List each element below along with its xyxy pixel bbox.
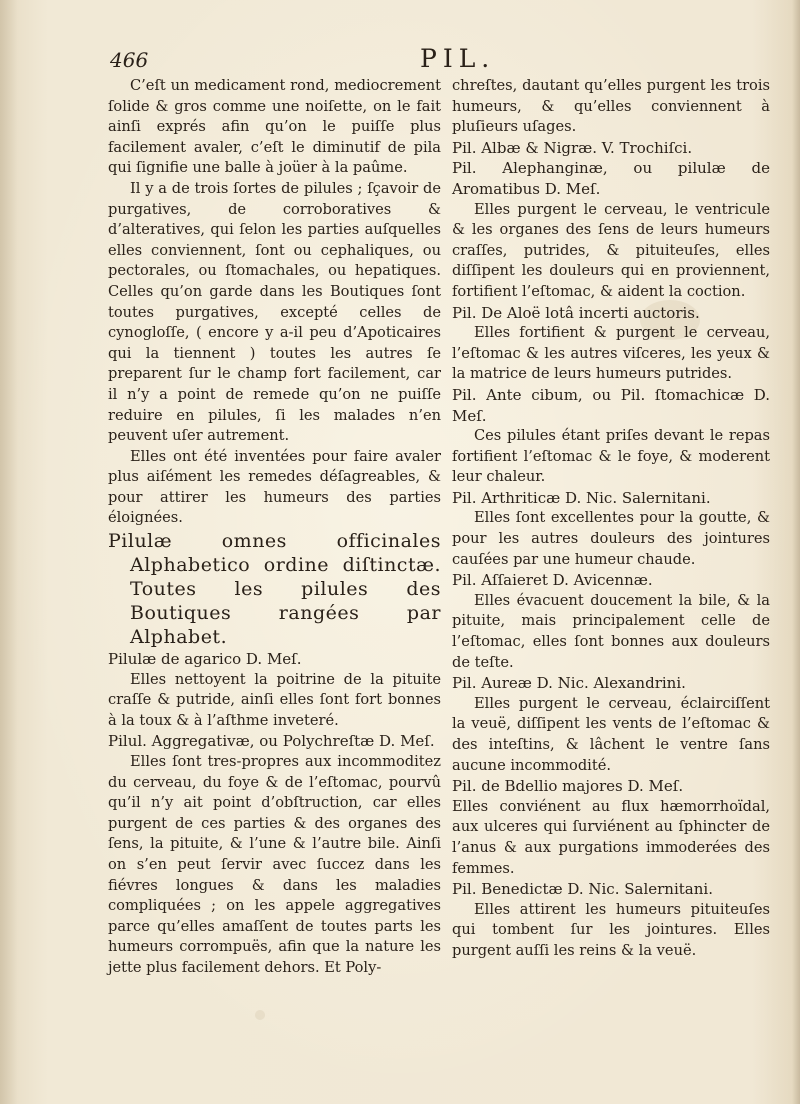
purpose-paragraph: Elles ont été inventées pour faire avaler plus aiſément les remedes déſagreables, & pour attirer les humeurs des parties éloignées. (108, 447, 441, 527)
entry-heading: Pil. Aureæ D. Nic. Alexandrini. (452, 674, 686, 693)
page-shadow-left (0, 0, 18, 1104)
entry-text: Elles attirent les humeurs pituiteuſes qui tombent ſur les jointures. Elles purgent auſſi les reins & la veuë. (452, 900, 770, 959)
intro-paragraph: C’eſt un medicament rond, mediocrement ſolide & gros comme une noiſette, on le fait ainſi exprés afin qu’on le puiſſe plus facilement avaler, c’eſt le diminutif de pila qui ſignifie une balle à joüer à la paûme. (108, 77, 441, 177)
entry-text: Elles évacuent doucement la bile, & la pituite, mais principalement celle de l’eſtomac, elles ſont bonnes aux douleurs de teſte. (452, 591, 770, 671)
entry-heading: Pil. De Aloë lotâ incerti auctoris. (452, 303, 700, 322)
entry-text: Elles ſont excellentes pour la goutte, & pour les autres douleurs des jointures cauſées par une humeur chaude. (452, 509, 770, 568)
entry-text: Elles fortifient & purgent le cerveau, l’eſtomac & les autres viſceres, les yeux & la matrice de leurs humeurs putrides. (452, 324, 770, 383)
entry-heading: Pil. Benedictæ D. Nic. Salernitani. (452, 880, 713, 899)
page-number: 466 (110, 48, 149, 72)
entry-heading: Pilul. Aggregativæ, ou Polychreſtæ D. Meſ. (108, 732, 435, 751)
entry-text: Elles purgent le cerveau, éclairciſſent la veuë, diſſipent les vents de l’eſtomac & des inteſtins, & lâchent le ventre ſans aucune incommodité. (452, 694, 770, 774)
entry-heading: Pil. Ante cibum, ou Pil. ſtomachicæ D. Meſ. (452, 385, 770, 425)
section-heading: Pilulæ omnes officinales Alphabetico ordine diſtinctæ. Toutes les pilules des Boutiques rangées par Alphabet. (108, 530, 441, 649)
entry-heading: Pil. de Bdellio majores D. Meſ. (452, 777, 684, 796)
entry-text: Elles nettoyent la poitrine de la pituite craſſe & putride, ainſi elles ſont fort bonnes à la toux & à l’aſthme inveteré. (108, 670, 441, 729)
entry-text: Elles purgent le cerveau, le ventricule & les organes des ſens de leurs humeurs craſſes, putrides, & pituiteuſes, elles diſſipent les douleurs qui en proviennent, fortifient l’eſtomac, & aident la coction. (452, 200, 770, 300)
entry-heading: Pil. Aſſaieret D. Avicennæ. (452, 571, 653, 590)
left-column (108, 76, 441, 979)
types-paragraph: Il y a de trois ſortes de pilules ; ſçavoir de purgatives, de corroboratives & d’alteratives, qui ſelon les parties auſquelles elles conviennent, ſont ou cephaliques, ou pectorales, ou ſtomachales, ou hepatiques. Celles qu’on garde dans les Boutiques ſont toutes purgatives, excepté celles de cynogloſſe, ( encore y a-il peu d’Apoticaires qui la tiennent ) toutes les autres ſe preparent ſur le champ fort facilement, car il n’y a point de remede qu’on ne puiſſe reduire en pilules, ſi les malades n’en peuvent uſer autrement. (108, 179, 441, 445)
entry-heading: Pil. Arthriticæ D. Nic. Salernitani. (452, 488, 711, 507)
page-shadow-right (792, 0, 800, 1104)
entry-text: Elles conviénent au flux hæmorrhoïdal, aux ulceres qui ſurviénent au ſphincter de l’anus & aux purgations immoderées des femmes. (452, 797, 770, 877)
entry-text: Elles ſont tres-propres aux incommoditez du cerveau, du foye & de l’eſtomac, pourvû qu’il n’y ait point d’obſtruction, car elles purgent de ces parties & des organes des ſens, la pituite, & l’une & l’autre bile. Ainſi on s’en peut ſervir avec ſuccez dans les fiévres longues & dans les maladies compliquées ; on les appele aggregatives parce qu’elles amaſſent de toutes parts les humeurs corrompuës, afin que la nature les jette plus facilement dehors. Et Poly- (108, 753, 441, 976)
right-column (452, 76, 770, 962)
entry-text: Ces pilules étant priſes devant le repas fortifient l’eſtomac & le foye, & moderent leur chaleur. (452, 427, 770, 486)
running-title: PIL. (420, 44, 496, 73)
entry-heading: Pil. Albæ & Nigræ. V. Trochiſci. (452, 138, 693, 157)
paper-stain (255, 1010, 265, 1020)
entry-heading: Pil. Alephanginæ, ou pilulæ de Aromatibus D. Meſ. (452, 159, 770, 198)
continued-text: chreſtes, dautant qu’elles purgent les trois humeurs, & qu’elles conviennent à pluſieurs uſages. (452, 77, 770, 136)
entry-heading: Pilulæ de agarico D. Meſ. (108, 650, 302, 669)
